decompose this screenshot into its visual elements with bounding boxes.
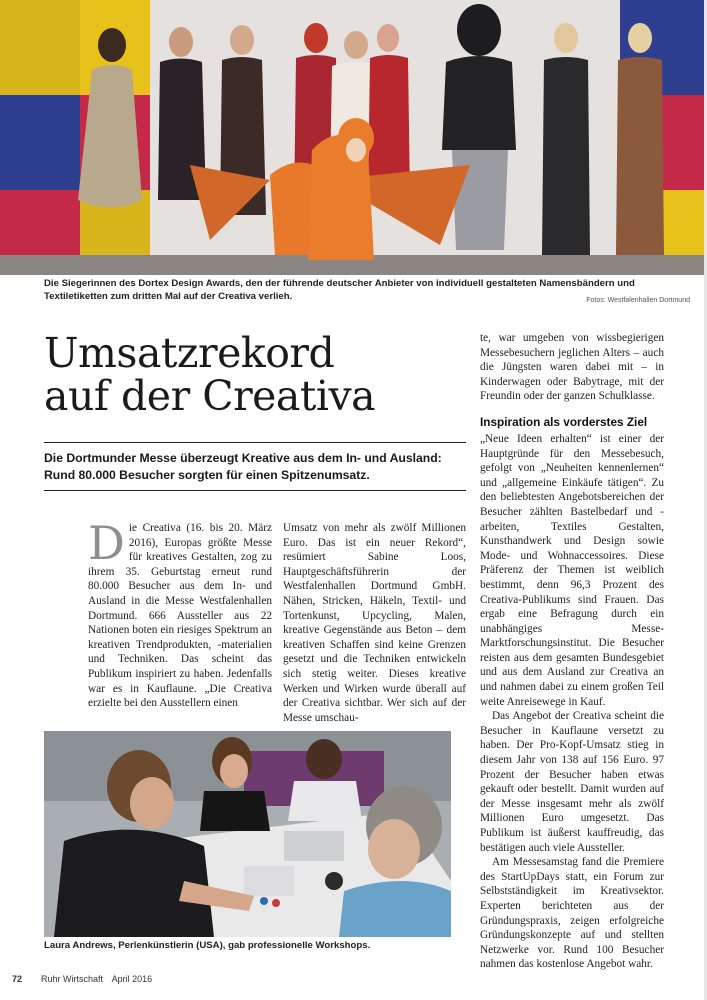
- award-winners-illustration: [0, 0, 707, 275]
- article-column-2: [283, 521, 466, 725]
- column-1-text: ie Creativa (16. bis 20. März 2016), Europas größte Messe für kreatives Gestalten, zog zu ihrem 35. Geburtstag erneut rund 80.000 Besucher aus dem In- und Ausland in die Messe Westfalenhallen Dortmund. 666 Aussteller aus 22 Nationen boten ein riesiges Spektrum an kreativen Trendprodukten, -materialien und Techniken. Das scheint das Publikum inspiriert zu haben. Jedenfalls war es in Kauflaune. „Die Creativa erzielte bei den Ausstellern einen: [88, 522, 272, 710]
- lead-bottom-rule: [44, 490, 466, 491]
- workshop-photo: [44, 731, 451, 937]
- drop-cap: D: [88, 516, 125, 570]
- issue-date: April 2016: [111, 974, 153, 984]
- article-column-3: [480, 331, 664, 972]
- photo-caption-line-1: Die Siegerinnen des Dortex Design Awards, den der führende deutscher Anbieter von individuell gestalteten Namensbändern und: [44, 278, 635, 289]
- headline-line-2: auf der Creativa: [44, 372, 376, 420]
- column-3-paragraph-2: Das Angebot der Creativa scheint die Besucher in Kauflaune versetzt zu haben. Der Pro-Kopf-Umsatz stieg in diesem Jahr von 138 auf 156 Euro. 97 Prozent der Besucher haben etwas gekauft oder bestellt. Damit wurden auf der Messe insgesamt mehr als zwölf Millionen Euro umgesetzt. Das Publikum ist äußerst kauffreudig, das bestätigen auch viele Aussteller.: [480, 710, 664, 854]
- award-winners-photo: [0, 0, 707, 275]
- section-subhead: Inspiration als vorderstes Ziel: [480, 414, 648, 429]
- column-2-text: Umsatz von mehr als zwölf Millionen Euro. Das ist ein neuer Rekord“, resümiert Sabine Loos, Hauptgeschäftsführerin der Westfalenhallen Dortmund GmbH. Nähen, Stricken, Häkeln, Textil- und Tortenkunst, Upcycling, Malen, kreative Gegenstände aus Beton – dem kreativen Schaffen sind keine Grenzen gesetzt und die Techniken entwickeln sich stetig weiter. Dieses kreative Werken und Wirken wurde überall auf der Creativa sichtbar. Wer sich auf der Messe umschau-: [283, 522, 466, 724]
- article-column-1: [88, 516, 272, 711]
- headline-line-1: Umsatzrekord: [44, 329, 335, 377]
- lead-top-rule: [44, 442, 466, 443]
- publication-name: Ruhr Wirtschaft: [41, 974, 104, 984]
- article-headline: [44, 329, 454, 420]
- workshop-illustration: [44, 731, 451, 937]
- article-lead: Die Dortmunder Messe überzeugt Kreative aus dem In- und Ausland: Rund 80.000 Besucher sorgten für einen Spitzenumsatz.: [44, 451, 442, 482]
- page-footer: [12, 974, 152, 984]
- photo-credit: Fotos: Westfalenhallen Dortmund: [586, 297, 690, 304]
- column-3-paragraph-3: Am Messesamstag fand die Premiere des StartUpDays statt, ein Forum zur Selbstständigkeit im Kreativsektor. Experten berichteten aus der Gründungspraxis, zeigen erfolgreiche Gründungskonzepte auf und stellten Netzwerke vor. Rund 100 Besucher nahmen das kostenlose Angebot wahr.: [480, 856, 664, 971]
- column-3-intro: te, war umgeben von wissbegierigen Messebesuchern jeglichen Alters – auch die Jüngsten waren dabei mit – in Kinderwagen oder Babytrage, mit der Freundin oder der ganzen Schulklasse.: [480, 332, 664, 403]
- column-3-paragraph-1: „Neue Ideen erhalten“ ist einer der Hauptgründe für den Messebesuch, gefolgt von „Neuheiten kennenlernen“ und „allgemeine Einkäufe tätigen“. Zu den beliebtesten Angebotsbereichen der Besucher zählten Bastelbedarf und -arbeiten, Textiles Gestalten, Kunsthandwerk und Design sowie Mode- und Wohnaccessoires. Diese Präferenz der Themen ist weiblich bestimmt, denn 96,3 Prozent des Creativa-Publikums sind Frauen. Das ergab eine Befragung durch ein unabhängiges Messe-Marktforschungsinstitut. Die Besucher reisten aus dem gesamten Bundesgebiet und aus dem Ausland zur Creativa an und nahmen dabei zu einem großen Teil weite Anreisewege in Kauf.: [480, 432, 664, 708]
- photo-caption-line-2: Textiletiketten zum dritten Mal auf der Creativa verlieh.: [44, 291, 293, 302]
- page-number: 72: [12, 974, 23, 984]
- workshop-caption: Laura Andrews, Perlenkünstlerin (USA), gab professionelle Workshops.: [44, 940, 371, 951]
